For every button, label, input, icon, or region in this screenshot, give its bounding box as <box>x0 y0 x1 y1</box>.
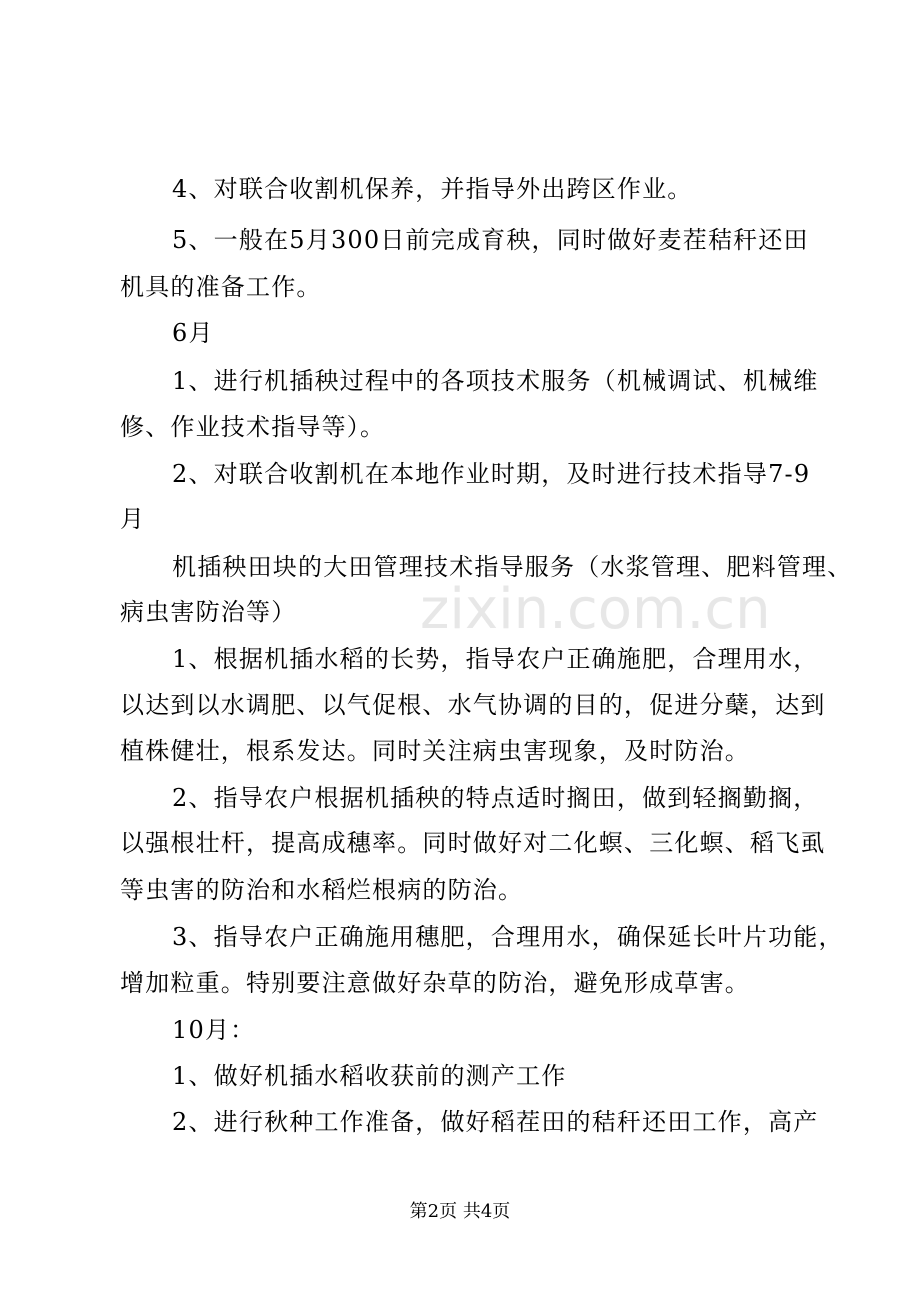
text-line: 增加粒重。特别要注意做好杂草的防治，避免形成草害。 <box>120 969 750 997</box>
text-line: 4、对联合收割机保养，并指导外出跨区作业。 <box>172 175 693 203</box>
page-number-footer: 第2页 共4页 <box>409 1201 511 1222</box>
text-line: 机具的准备工作。 <box>120 273 322 301</box>
text-line: 植株健壮，根系发达。同时关注病虫害现象，及时防治。 <box>120 737 750 765</box>
text-line: 以达到以水调肥、以气促根、水气协调的目的，促进分蘖，达到 <box>120 691 826 719</box>
text-line: 1、做好机插水稻收获前的测产工作 <box>172 1062 567 1090</box>
text-line: 10月： <box>172 1016 256 1044</box>
watermark: zixin.com.cn <box>420 577 771 642</box>
text-line: 月 <box>120 505 146 533</box>
text-line: 1、进行机插秧过程中的各项技术服务（机械调试、机械维 <box>172 367 819 395</box>
text-line: 修、作业技术指导等）。 <box>120 413 386 441</box>
text-line: 2、进行秋种工作准备，做好稻茬田的秸秆还田工作，高产 <box>172 1108 819 1136</box>
text-line: 以强根壮杆，提高成穗率。同时做好对二化螟、三化螟、稻飞虱 <box>120 829 826 857</box>
text-line: 3、指导农户正确施用穗肥，合理用水，确保延长叶片功能， <box>172 923 844 951</box>
text-line: 机插秧田块的大田管理技术指导服务（水浆管理、肥料管理、 <box>172 553 853 581</box>
text-line: 5、一般在5月300日前完成育秧，同时做好麦茬秸秆还田 <box>172 226 809 254</box>
text-line: 病虫害防治等） <box>120 598 297 626</box>
text-line: 2、对联合收割机在本地作业时期，及时进行技术指导7-9 <box>172 460 811 488</box>
text-line: 6月 <box>172 319 214 347</box>
text-line: 2、指导农户根据机插秧的特点适时搁田，做到轻搁勤搁， <box>172 784 819 812</box>
text-line: 等虫害的防治和水稻烂根病的防治。 <box>120 876 524 904</box>
text-line: 1、根据机插水稻的长势，指导农户正确施肥，合理用水， <box>172 645 819 673</box>
